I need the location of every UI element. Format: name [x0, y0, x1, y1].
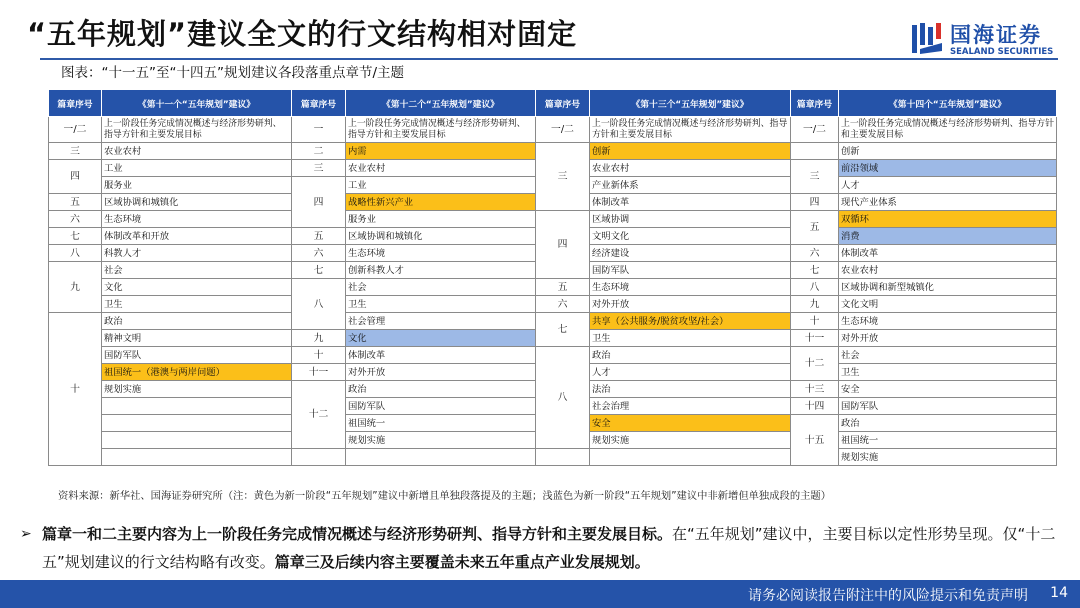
- column-header: 篇章序号: [791, 90, 839, 117]
- chapter-number: 四: [791, 194, 839, 211]
- chapter-topic: 社会: [346, 279, 536, 296]
- chapter-topic: 消费: [839, 228, 1057, 245]
- column-header: 《第十四个“五年规划”建议》: [839, 90, 1057, 117]
- chapter-topic: 服务业: [102, 177, 292, 194]
- summary-text: [20, 520, 1070, 576]
- chapter-number: 十二: [292, 381, 346, 449]
- table-row: [49, 211, 1057, 228]
- chapter-topic: 体制改革: [839, 245, 1057, 262]
- chapter-topic: 创新: [590, 143, 791, 160]
- summary-bold-1: 篇章一和二主要内容为上一阶段任务完成情况概述与经济形势研判、指导方针和主要发展目标。: [42, 525, 673, 543]
- chapter-number: 三: [536, 143, 590, 211]
- chapter-topic: 现代产业体系: [839, 194, 1057, 211]
- chapter-topic: 法治: [590, 381, 791, 398]
- column-header: 篇章序号: [536, 90, 590, 117]
- summary-normal-1: 在“五年规划”建议中，主要目标以定性形势呈现。仅“十二五”规划建议的行文结构略有改变。: [42, 525, 1056, 571]
- chapter-number: 九: [791, 296, 839, 313]
- figure-caption: 图表：“十一五”至“十四五”规划建议各段落重点章节/主题: [61, 65, 405, 81]
- chapter-number: 一/二: [536, 117, 590, 143]
- chapter-number: 四: [292, 177, 346, 228]
- chapter-topic: 规划实施: [590, 432, 791, 449]
- chapter-topic: 上一阶段任务完成情况概述与经济形势研判、指导方针和主要发展目标: [590, 117, 791, 143]
- column-header: 《第十一个“五年规划”建议》: [102, 90, 292, 117]
- table-row: [49, 117, 1057, 143]
- table-row: [49, 313, 1057, 330]
- chapter-number: 十一: [791, 330, 839, 347]
- chapter-number: 四: [536, 211, 590, 279]
- logo-name-en: SEALAND SECURITIES: [950, 47, 1054, 57]
- chapter-topic: 区域协调和城镇化: [346, 228, 536, 245]
- chapter-topic: 政治: [590, 347, 791, 364]
- sealand-logo-icon: [910, 21, 944, 55]
- chapter-topic: 农业农村: [102, 143, 292, 160]
- chapter-topic: 生态环境: [102, 211, 292, 228]
- column-header: 《第十二个“五年规划”建议》: [346, 90, 536, 117]
- chapter-number: 六: [49, 211, 102, 228]
- chapter-number: 十五: [791, 415, 839, 466]
- chapter-topic: 文明文化: [590, 228, 791, 245]
- column-header: 《第十三个“五年规划”建议》: [590, 90, 791, 117]
- chapter-topic: 国防军队: [346, 398, 536, 415]
- chapter-number: 五: [536, 279, 590, 296]
- plan-structure-table: [48, 89, 1057, 466]
- chapter-topic: 人才: [839, 177, 1057, 194]
- source-note: 资料来源：新华社、国海证券研究所（注：黄色为新一阶段“五年规划”建议中新增且单独段落提及的主题；浅蓝色为新一阶段“五年规划”建议中非新增但单独成段的主题）: [58, 490, 832, 502]
- chapter-topic: 对外开放: [839, 330, 1057, 347]
- chapter-topic: 创新科教人才: [346, 262, 536, 279]
- chapter-number: 六: [536, 296, 590, 313]
- chapter-number: 二: [292, 143, 346, 160]
- arrow-bullet-icon: ➢: [20, 526, 32, 542]
- logo-name-cn: 国海证券: [950, 23, 1042, 47]
- chapter-number: 五: [49, 194, 102, 211]
- chapter-number: 七: [292, 262, 346, 279]
- company-logo: [910, 19, 1060, 61]
- chapter-number: 十一: [292, 364, 346, 381]
- chapter-number: 六: [791, 245, 839, 262]
- chapter-number: 三: [791, 160, 839, 194]
- chapter-topic: 政治: [102, 313, 292, 330]
- chapter-number: 三: [292, 160, 346, 177]
- table-row: [49, 279, 1057, 296]
- chapter-topic: 上一阶段任务完成情况概述与经济形势研判、指导方针和主要发展目标: [346, 117, 536, 143]
- table-row: [49, 143, 1057, 160]
- page-number: 14: [1050, 585, 1068, 601]
- chapter-topic: 文化: [102, 279, 292, 296]
- chapter-topic: 上一阶段任务完成情况概述与经济形势研判、指导方针和主要发展目标: [102, 117, 292, 143]
- chapter-topic: 服务业: [346, 211, 536, 228]
- chapter-topic: 战略性新兴产业: [346, 194, 536, 211]
- chapter-topic: 产业新体系: [590, 177, 791, 194]
- chapter-topic: 安全: [839, 381, 1057, 398]
- chapter-topic: 双循环: [839, 211, 1057, 228]
- chapter-topic: 人才: [590, 364, 791, 381]
- chapter-number: 八: [292, 279, 346, 330]
- chapter-number: 五: [292, 228, 346, 245]
- chapter-topic: 农业农村: [590, 160, 791, 177]
- chapter-topic: 生态环境: [839, 313, 1057, 330]
- footer-bar: [0, 580, 1080, 608]
- chapter-number: [292, 449, 346, 466]
- chapter-topic: [102, 398, 292, 415]
- chapter-topic: 对外开放: [590, 296, 791, 313]
- chapter-number: 十: [49, 313, 102, 466]
- table-row: [49, 347, 1057, 364]
- chapter-number: 十: [292, 347, 346, 364]
- chapter-topic: 农业农村: [839, 262, 1057, 279]
- disclaimer-text: 请务必阅读报告附注中的风险提示和免责声明: [748, 588, 1028, 604]
- chapter-topic: 体制改革: [590, 194, 791, 211]
- chapter-number: [536, 449, 590, 466]
- chapter-topic: 规划实施: [346, 432, 536, 449]
- chapter-topic: 社会管理: [346, 313, 536, 330]
- chapter-topic: 对外开放: [346, 364, 536, 381]
- chapter-topic: 体制改革和开放: [102, 228, 292, 245]
- chapter-topic: 农业农村: [346, 160, 536, 177]
- chapter-topic: 体制改革: [346, 347, 536, 364]
- chapter-topic: 区域协调和新型城镇化: [839, 279, 1057, 296]
- chapter-number: 十四: [791, 398, 839, 415]
- chapter-topic: 区域协调和城镇化: [102, 194, 292, 211]
- chapter-topic: [102, 415, 292, 432]
- chapter-topic: [590, 449, 791, 466]
- chapter-topic: 社会: [839, 347, 1057, 364]
- chapter-number: 六: [292, 245, 346, 262]
- chapter-number: 九: [292, 330, 346, 347]
- chapter-topic: 国防军队: [590, 262, 791, 279]
- chapter-number: 八: [536, 347, 590, 449]
- chapter-topic: 卫生: [102, 296, 292, 313]
- chapter-topic: 创新: [839, 143, 1057, 160]
- column-header: 篇章序号: [49, 90, 102, 117]
- chapter-topic: 工业: [102, 160, 292, 177]
- chapter-topic: 文化: [346, 330, 536, 347]
- chapter-topic: 上一阶段任务完成情况概述与经济形势研判、指导方针和主要发展目标: [839, 117, 1057, 143]
- column-header: 篇章序号: [292, 90, 346, 117]
- title-divider: [40, 58, 1058, 60]
- chapter-number: 三: [49, 143, 102, 160]
- chapter-topic: 生态环境: [590, 279, 791, 296]
- chapter-number: 五: [791, 211, 839, 245]
- chapter-topic: 规划实施: [102, 381, 292, 398]
- chapter-number: 十二: [791, 347, 839, 381]
- chapter-number: 七: [536, 313, 590, 347]
- chapter-number: 七: [791, 262, 839, 279]
- chapter-topic: 社会治理: [590, 398, 791, 415]
- chapter-topic: 内需: [346, 143, 536, 160]
- chapter-topic: 工业: [346, 177, 536, 194]
- chapter-number: 八: [791, 279, 839, 296]
- chapter-topic: 祖国统一（港澳与两岸问题）: [102, 364, 292, 381]
- chapter-topic: 祖国统一: [839, 432, 1057, 449]
- chapter-topic: 卫生: [839, 364, 1057, 381]
- chapter-topic: 前沿领域: [839, 160, 1057, 177]
- chapter-number: 一/二: [49, 117, 102, 143]
- chapter-topic: 国防军队: [102, 347, 292, 364]
- chapter-number: 八: [49, 245, 102, 262]
- chapter-topic: 政治: [346, 381, 536, 398]
- table-row: [49, 296, 1057, 313]
- chapter-topic: 精神文明: [102, 330, 292, 347]
- chapter-number: 九: [49, 262, 102, 313]
- chapter-topic: [102, 432, 292, 449]
- chapter-topic: 区域协调: [590, 211, 791, 228]
- chapter-topic: 生态环境: [346, 245, 536, 262]
- chapter-topic: 卫生: [590, 330, 791, 347]
- chapter-topic: 卫生: [346, 296, 536, 313]
- chapter-number: [791, 143, 839, 160]
- chapter-topic: 政治: [839, 415, 1057, 432]
- chapter-number: 十: [791, 313, 839, 330]
- chapter-topic: 祖国统一: [346, 415, 536, 432]
- chapter-topic: [102, 449, 292, 466]
- chapter-topic: 科教人才: [102, 245, 292, 262]
- summary-bullet: [20, 520, 1070, 576]
- chapter-topic: 安全: [590, 415, 791, 432]
- chapter-number: 十三: [791, 381, 839, 398]
- page-title: “五年规划”建议全文的行文结构相对固定: [27, 17, 578, 51]
- table-row: [49, 449, 1057, 466]
- chapter-topic: 规划实施: [839, 449, 1057, 466]
- chapter-topic: 国防军队: [839, 398, 1057, 415]
- chapter-topic: 社会: [102, 262, 292, 279]
- chapter-topic: 文化文明: [839, 296, 1057, 313]
- chapter-topic: [346, 449, 536, 466]
- chapter-number: 七: [49, 228, 102, 245]
- chapter-number: 四: [49, 160, 102, 194]
- chapter-number: 一: [292, 117, 346, 143]
- chapter-topic: 经济建设: [590, 245, 791, 262]
- chapter-number: 一/二: [791, 117, 839, 143]
- summary-bold-2: 篇章三及后续内容主要覆盖未来五年重点产业发展规划。: [274, 553, 650, 571]
- table-header-row: [49, 90, 1057, 117]
- chapter-topic: 共享（公共服务/脱贫攻坚/社会）: [590, 313, 791, 330]
